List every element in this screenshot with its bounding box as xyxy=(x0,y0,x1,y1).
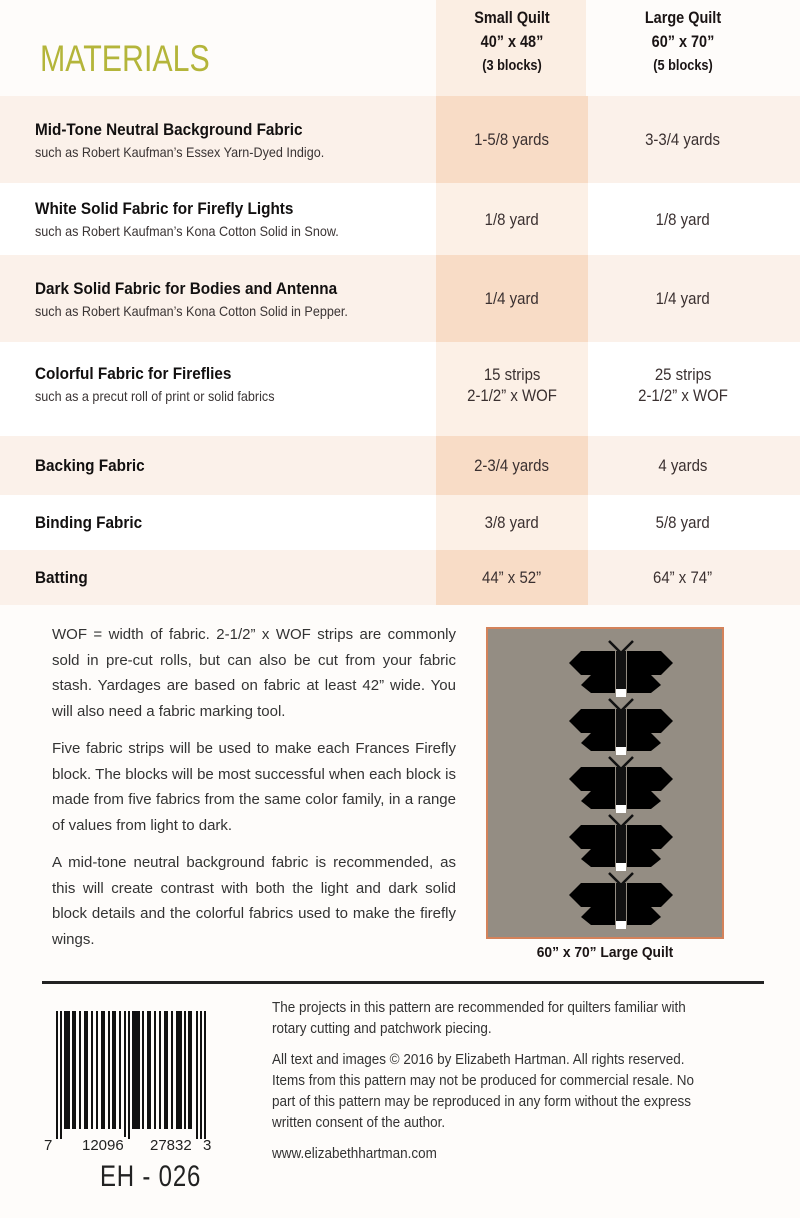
large-quilt-amount: 25 strips 2-1/2” x WOF xyxy=(638,365,728,405)
skill-level-note: The projects in this pattern are recommended for quilters familiar with rotary cutting and patchwork piecing. xyxy=(272,1000,686,1037)
table-row xyxy=(0,342,800,436)
material-name: Dark Solid Fabric for Bodies and Antenna xyxy=(35,278,338,298)
firefly-quilt-illustration xyxy=(488,629,722,937)
material-desc: such as Robert Kaufman’s Essex Yarn-Dyed Indigo. xyxy=(35,143,325,160)
small-quilt-amount: 15 strips 2-1/2” x WOF xyxy=(436,342,588,436)
table-row xyxy=(0,550,800,605)
divider xyxy=(42,981,764,984)
column-header-small-quilt xyxy=(447,6,576,78)
materials-header xyxy=(0,0,800,96)
small-quilt-amount: 1/8 yard xyxy=(436,183,588,255)
large-quilt-amount: 64” x 74” xyxy=(653,568,713,587)
column-size: 40” x 48” xyxy=(480,32,544,51)
orange-firefly-block xyxy=(569,699,673,755)
barcode-digit-right: 3 xyxy=(203,1137,212,1154)
note-paragraph: Five fabric strips will be used to make each Frances Firefly block. The blocks will be most successful when each block is made from five fabrics from the same color family, in a range of values from light to dark. xyxy=(52,740,456,834)
material-name: White Solid Fabric for Firefly Lights xyxy=(35,199,294,218)
large-quilt-amount: 3-3/4 yards xyxy=(645,130,721,149)
green-firefly-block xyxy=(569,815,673,871)
website-link[interactable]: www.elizabethhartman.com xyxy=(272,1146,437,1162)
small-quilt-amount: 44” x 52” xyxy=(436,550,588,605)
barcode-digits-group1: 12096 xyxy=(82,1137,124,1154)
large-quilt-amount: 5/8 yard xyxy=(655,513,711,532)
column-header-large-quilt xyxy=(602,6,764,78)
material-desc: such as Robert Kaufman’s Kona Cotton Solid in Pepper. xyxy=(35,302,348,319)
material-name: Mid-Tone Neutral Background Fabric xyxy=(35,119,303,139)
column-blocks: (5 blocks) xyxy=(653,57,713,74)
page-title: MATERIALS xyxy=(40,38,210,79)
notes-section xyxy=(52,622,456,964)
column-blocks: (3 blocks) xyxy=(482,57,542,74)
quilt-caption: 60” x 70” Large Quilt xyxy=(536,944,674,961)
large-quilt-amount: 4 yards xyxy=(658,456,708,475)
barcode-digits-group2: 27832 xyxy=(150,1137,192,1154)
column-name: Large Quilt xyxy=(644,8,722,27)
small-quilt-amount: 1-5/8 yards xyxy=(436,96,588,183)
table-row xyxy=(0,255,800,342)
yellow-firefly-block xyxy=(569,757,673,813)
pink-firefly-block xyxy=(569,641,673,697)
copyright-note: All text and images © 2016 by Elizabeth Hartman. All rights reserved. Items from this pattern may not be produced for commercial resale. No part of this pattern may be reproduced in any form without the express written consent of the author. xyxy=(272,1052,694,1131)
small-quilt-amount: 2-3/4 yards xyxy=(436,436,588,495)
product-sku: EH - 026 xyxy=(100,1160,202,1193)
table-row xyxy=(0,495,800,550)
small-quilt-amount: 3/8 yard xyxy=(436,495,588,550)
large-quilt-amount: 1/4 yard xyxy=(655,289,711,308)
table-row xyxy=(0,436,800,495)
table-row xyxy=(0,183,800,255)
material-name: Backing Fabric xyxy=(35,455,145,475)
teal-firefly-block xyxy=(569,873,673,929)
material-name: Batting xyxy=(35,567,88,587)
material-name: Colorful Fabric for Fireflies xyxy=(35,364,232,383)
footer-text xyxy=(272,998,782,1175)
quilt-image xyxy=(486,627,724,939)
small-quilt-amount: 1/4 yard xyxy=(436,255,588,342)
column-name: Small Quilt xyxy=(474,8,550,27)
barcode-digit-left: 7 xyxy=(44,1137,53,1154)
barcode-icon xyxy=(56,1011,216,1141)
note-paragraph: WOF = width of fabric. 2-1/2” x WOF strips are commonly sold in pre-cut rolls, but can also be cut from your fabric stash. Yardages are based on fabric at least 42” wide. You will also need a fabric marking tool. xyxy=(52,626,456,720)
column-size: 60” x 70” xyxy=(651,32,715,51)
table-row xyxy=(0,96,800,183)
material-name: Binding Fabric xyxy=(35,512,143,532)
material-desc: such as a precut roll of print or solid fabrics xyxy=(35,388,275,404)
large-quilt-amount: 1/8 yard xyxy=(655,209,711,229)
note-paragraph: A mid-tone neutral background fabric is recommended, as this will create contrast with both the light and dark solid block details and the colorful fabrics used to make the firefly wings. xyxy=(52,854,456,948)
material-desc: such as Robert Kaufman’s Kona Cotton Solid in Snow. xyxy=(35,223,339,239)
